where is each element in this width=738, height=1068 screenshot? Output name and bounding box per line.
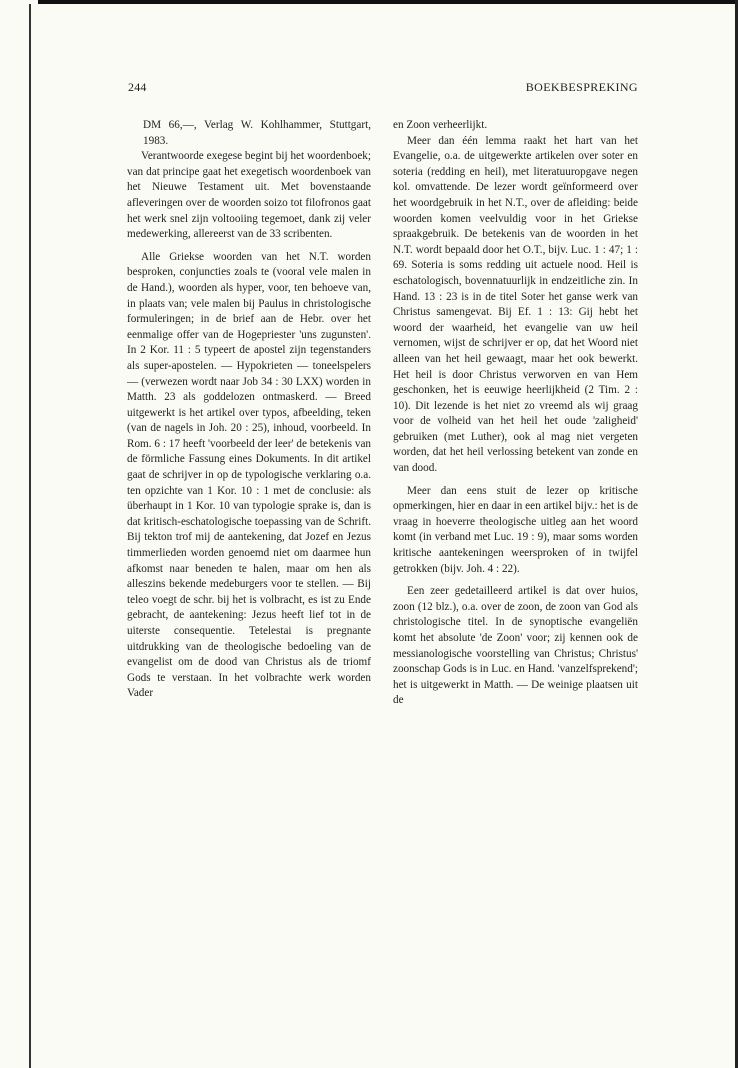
body-paragraph: Een zeer gedetailleerd artikel is dat over huios, zoon (12 blz.), o.a. over de zoon, de zoon van God als christologische titel. In de synoptische evangeliën komt het absolute 'de Zoon' voor; zij kennen ook de messianologische voorstelling van Christus; Christus' zoonschap Gods is in Luc. en Hand. 'vanzelfsprekend'; het is uitgewerkt in Matth. — De weinige plaatsen uit de xyxy=(393,585,638,707)
body-paragraph: Meer dan eens stuit de lezer op kritische opmerkingen, hier en daar in een artikel bijv.: het is de vraag in hoeverre theologische uitleg aan het woord komt (in verband met Luc. 19 : 9), maar soms worden kritische aantekeningen weersproken of in twijfel getrokken (bijv. Joh. 4 : 22). xyxy=(393,484,638,575)
body-paragraph: en Zoon verheerlijkt. xyxy=(393,119,488,131)
right-column xyxy=(393,118,638,709)
scan-border-top xyxy=(38,0,738,4)
left-column xyxy=(127,118,371,702)
reference-paragraph: DM 66,—, Verlag W. Kohlhammer, Stuttgart, 1983. xyxy=(143,119,371,147)
running-head: BOEKBESPREKING xyxy=(525,80,638,94)
body-paragraph: Meer dan één lemma raakt het hart van het Evangelie, o.a. de uitgewerkte artikelen over soter en soteria (redding en heil), met literatuuropgave negen kol. omvattende. De lezer wordt geïnformeerd over het woordgebruik in het N.T., over de afleiding: beide woorden komen veelvuldig voor in het Griekse spraakgebruik. De betekenis van de woorden in het N.T. wordt bepaald door het O.T., bijv. Luc. 1 : 47; 1 : 69. Soteria is soms redding uit actuele nood. Heil is eschatologisch, bovennatuurlijk in endzeitliche zin. In Hand. 13 : 23 is in de titel Soter het ganse werk van Christus samengevat. Bij Ef. 1 : 13: Gij hebt het woord der waarheid, het evangelie van uw heil vernomen, wijst de schrijver er op, dat het Woord niet alleen van het heil gewaagt, maar het ook bewerkt. Het heil is door Christus verworven en van Hem geschonken, het is eeuwige heerlijkheid (2 Tim. 2 : 10). Dit lezende is het niet zo vreemd als wij graag voor de volheid van het heil het oude 'zaligheid' gebruiken (met Luther), ook al mag niet vergeten worden, dat het heil verlossing betekent van zonde en van dood. xyxy=(393,134,638,475)
body-paragraph: Alle Griekse woorden van het N.T. worden besproken, conjuncties zoals te (vooral vele malen in de Hand.), woorden als hyper, voor, ten behoeve van, in plaats van; vele malen bij Paulus in christologische formuleringen; in de brief aan de Hebr. over het eenmalige offer van de Hogepriester 'uns zugunsten'. In 2 Kor. 11 : 5 typeert de apostel zijn tegenstanders als super-apostelen. — Hypokrieten — toneelspelers — (verwezen wordt naar Job 34 : 30 LXX) worden in Matth. 23 als goddelozen ontmaskerd. — Breed uitgewerkt is het artikel over typos, afbeelding, teken (van de nagels in Joh. 20 : 25), inhoud, voorbeeld. In Rom. 6 : 17 heeft 'voorbeeld der leer' de betekenis van de förmliche Fassung eines Dokuments. In dit artikel gaat de schrijver in op de typologische verklaring o.a. ten opzichte van 1 Kor. 10 : 1 met de conclusie: als überhaupt in 1 Kor. 10 van typologie sprake is, dan is dat kritisch-eschatologische toepassing van de Schrift. Bij tekton trof mij de aantekening, dat Jozef en Jezus timmerlieden worden genoemd niet om daarmee hun afkomst naar beneden te halen, maar om hen als alleszins bekende medeburgers voor te stellen. — Bij teleo voegt de schr. bij het is volbracht, es ist zu Ende gebracht, de aantekening: Jezus heeft lief tot in de uiterste consequentie. Tetelestai is pregnante uitdrukking van de theologische bedoeling van de evangelist om de dood van Christus als de triomf Gods te verstaan. In het volbrachte werk worden Vader xyxy=(127,250,371,700)
page-number: 244 xyxy=(128,80,147,94)
scan-border-left xyxy=(29,4,31,1068)
body-paragraph: Verantwoorde exegese begint bij het woordenboek; van dat principe gaat het exegetisch woordenboek van het Nieuwe Testament uit. Met bovenstaande afleveringen over de woorden soizo tot filofronos gaat het werk snel zijn voltooiing tegemoet, dank zij veler medewerking, allereerst van de 33 scribenten. xyxy=(127,150,371,241)
